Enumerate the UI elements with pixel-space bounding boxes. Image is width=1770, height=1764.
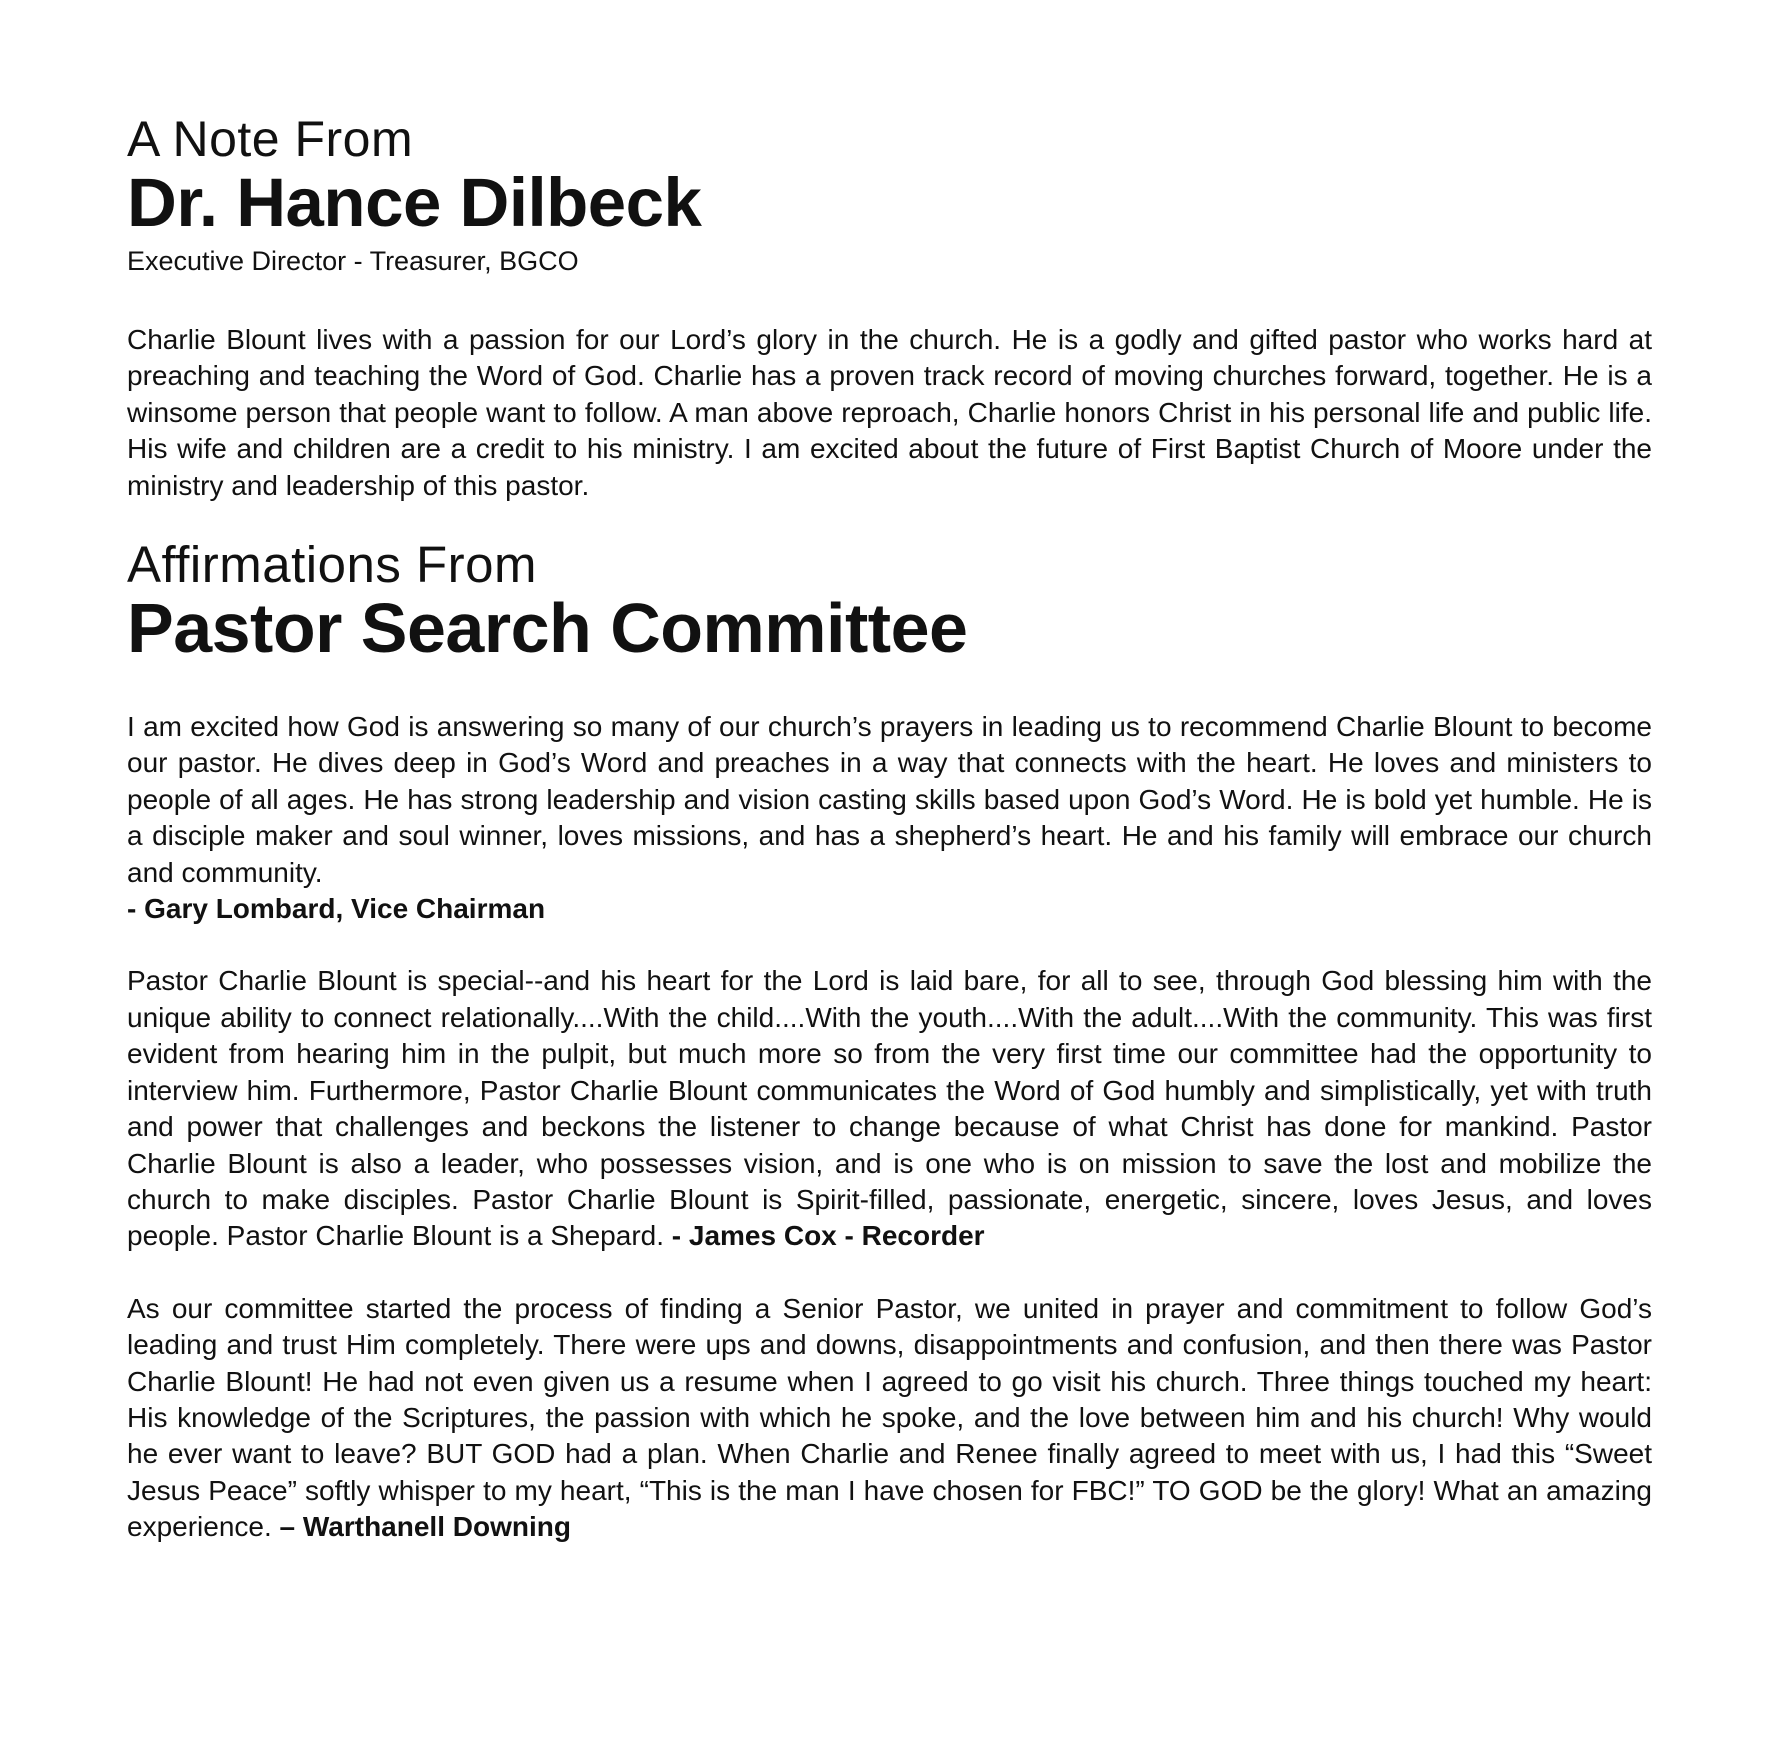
testimonial [127, 963, 1652, 1254]
testimonial-text: I am excited how God is answering so many of our church’s prayers in leading us to recommend Charlie Blount to become our pastor. He dives deep in God’s Word and preaches in a way that connects with the heart. He loves and ministers to people of all ages. He has strong leadership and vision casting skills based upon God’s Word. He is bold yet humble. He is a disciple maker and soul winner, loves missions, and has a shepherd’s heart. He and his family will embrace our church and community. [127, 711, 1652, 888]
testimonial-text-block [127, 1291, 1652, 1546]
testimonial-text: As our committee started the process of finding a Senior Pastor, we united in prayer and commitment to follow God’s leading and trust Him completely. There were ups and downs, disappointments and confusion, and then there was Pastor Charlie Blount! He had not even given us a resume when I agreed to go visit his church. Three things touched my heart: His knowledge of the Scriptures, the passion with which he spoke, and the love between him and his church! Why would he ever want to leave? BUT GOD had a plan. When Charlie and Renee finally agreed to meet with us, I had this “Sweet Jesus Peace” softly whisper to my heart, “This is the man I have chosen for FBC!” TO GOD be the glory! What an amazing experience. [127, 1292, 1652, 1543]
affirmations-title: Pastor Search Committee [127, 589, 968, 668]
note-body: Charlie Blount lives with a passion for our Lord’s glory in the church. He is a godly and gifted pastor who works hard at preaching and teaching the Word of God. Charlie has a proven track record of moving churches forward, together. He is a winsome person that people want to follow. A man above reproach, Charlie honors Christ in his personal life and public life. His wife and children are a credit to his ministry. I am excited about the future of First Baptist Church of Moore under the ministry and leadership of this pastor. [127, 324, 1652, 501]
note-kicker: A Note From [127, 111, 414, 167]
testimonial-signature: - James Cox - Recorder [671, 1220, 985, 1252]
affirmations-kicker: Affirmations From [127, 536, 537, 594]
affirmations-section [127, 538, 1652, 1546]
testimonial-text: Pastor Charlie Blount is special--and his heart for the Lord is laid bare, for all to see, through God blessing him with the unique ability to connect relationally....With the child....With the youth....With the adult....With the community. This was first evident from hearing him in the pulpit, but much more so from the very first time our committee had the opportunity to interview him. Furthermore, Pastor Charlie Blount communicates the Word of God humbly and simplistically, yet with truth and power that challenges and beckons the listener to change because of what Christ has done for mankind. Pastor Charlie Blount is also a leader, who possesses vision, and is one who is on mission to save the lost and mobilize the church to make disciples. Pastor Charlie Blount is Spirit-filled, passionate, energetic, sincere, loves Jesus, and loves people. Pastor Charlie Blount is a Shepard. [127, 965, 1652, 1252]
testimonial-signature: - Gary Lombard, Vice Chairman [127, 893, 546, 925]
note-section [127, 112, 1652, 504]
document-page [127, 112, 1652, 1546]
note-author-title: Executive Director - Treasurer, BGCO [127, 246, 579, 276]
testimonial-text-block [127, 963, 1652, 1254]
testimonial [127, 709, 1652, 927]
note-author-name: Dr. Hance Dilbeck [127, 164, 702, 241]
testimonial [127, 1291, 1652, 1546]
testimonial-signature: – Warthanell Downing [279, 1511, 571, 1543]
